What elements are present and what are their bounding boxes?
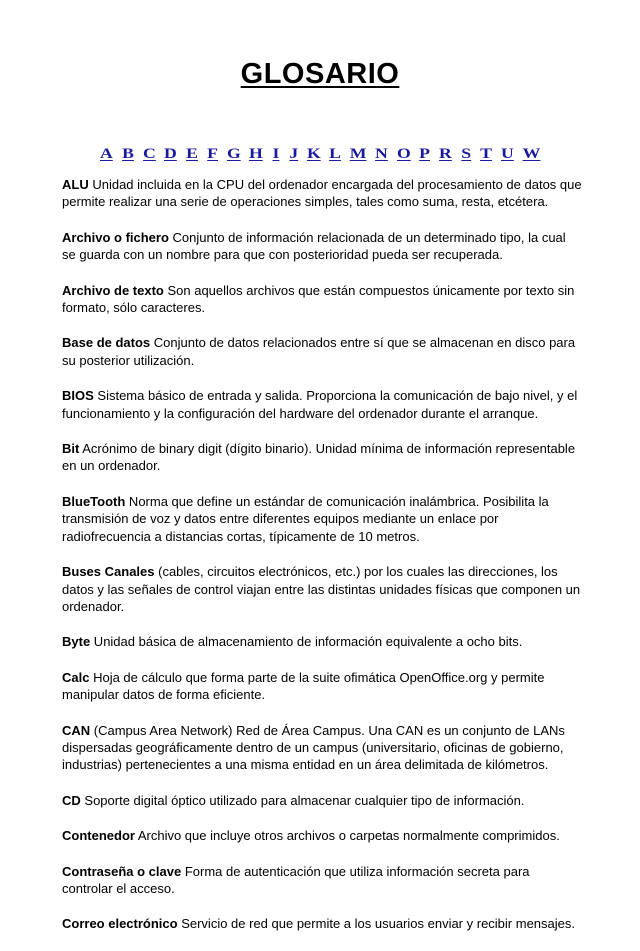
letter-link[interactable]: K (306, 146, 321, 162)
entry-definition: Son aquellos archivos que están compuestos únicamente por texto sin formato, sólo caracteres. (62, 282, 575, 316)
glossary-entry (62, 334, 582, 369)
entry-term: Contenedor (62, 828, 135, 844)
entry-term: ALU (62, 177, 89, 192)
entry-definition: (cables, circuitos electrónicos, etc.) por los cuales las direcciones, los datos y las señales de control viajan entre las distintas unidades físicas que componen un ordenador. (62, 564, 581, 614)
glossary-entry (62, 669, 582, 704)
letter-link[interactable]: E (186, 146, 198, 162)
letter-link[interactable]: T (480, 146, 493, 162)
entry-definition: Acrónimo de binary digit (dígito binario). Unidad mínima de información representable en un ordenador. (62, 441, 576, 474)
glossary-entry (62, 493, 582, 545)
letter-link[interactable]: A (100, 146, 114, 162)
page-title: GLOSARIO (240, 58, 400, 90)
letter-link[interactable]: I (272, 146, 280, 162)
glossary-entry (62, 915, 582, 932)
entry-definition: Archivo que incluye otros archivos o carpetas normalmente comprimidos. (134, 828, 560, 844)
letter-link[interactable]: B (121, 146, 134, 162)
entry-term: Buses Canales (62, 564, 155, 580)
glossary-entry (62, 176, 582, 211)
glossary-entry (62, 282, 582, 317)
entry-term: Archivo de texto (62, 282, 164, 298)
letter-link[interactable]: O (396, 146, 411, 162)
letter-link[interactable]: J (288, 146, 298, 162)
entry-definition: (Campus Area Network) Red de Área Campus. Una CAN es un conjunto de LANs dispersadas geográficamente dentro de un campus (universitario, oficinas de gobierno, industrias) pertenecientes a una misma entidad en un área delimitada de kilómetros. (62, 722, 565, 773)
glossary-entry (62, 387, 582, 422)
entry-definition: Hoja de cálculo que forma parte de la suite ofimática OpenOffice.org y permite manipular datos de forma eficiente. (62, 669, 545, 703)
entry-term: Base de datos (62, 335, 151, 351)
entry-term: BIOS (62, 388, 94, 404)
letter-link[interactable]: P (419, 146, 431, 162)
entry-definition: Conjunto de información relacionada de un determinado tipo, la cual se guarda con un nombre para que con posterioridad pueda ser recuperada. (62, 229, 566, 263)
letter-link[interactable]: C (142, 146, 156, 162)
entry-term: BlueTooth (62, 493, 126, 509)
entry-term: Bit (62, 441, 80, 457)
letter-link[interactable]: H (249, 146, 264, 162)
entry-term: CD (62, 792, 81, 808)
alphabet-index (0, 145, 640, 163)
entry-term: Archivo o fichero (62, 229, 169, 245)
glossary-list (62, 176, 582, 951)
letter-link[interactable]: L (329, 146, 342, 162)
letter-link[interactable]: W (522, 146, 541, 162)
letter-link[interactable]: G (226, 146, 241, 162)
entry-term: CAN (62, 722, 91, 738)
glossary-entry (62, 863, 582, 898)
glossary-entry (62, 563, 582, 615)
entry-term: Byte (62, 634, 91, 650)
letter-link[interactable]: D (164, 146, 178, 162)
entry-term: Calc (62, 669, 90, 685)
entry-definition: Conjunto de datos relacionados entre sí que se almacenan en disco para su posterior utilización. (62, 335, 576, 368)
entry-definition: Servicio de red que permite a los usuarios enviar y recibir mensajes. (177, 916, 575, 932)
letter-link[interactable]: U (501, 146, 514, 162)
glossary-entry (62, 229, 582, 264)
entry-definition: Norma que define un estándar de comunicación inalámbrica. Posibilita la transmisión de voz y datos entre diferentes equipos mediante un enlace por radiofrecuencia a distancias cortas, típicamente de 10 metros. (62, 493, 549, 544)
entry-term: Contraseña o clave (62, 863, 182, 879)
entry-definition: Soporte digital óptico utilizado para almacenar cualquier tipo de información. (80, 792, 525, 808)
glossary-entry (62, 827, 582, 844)
letter-link[interactable]: R (439, 146, 453, 162)
glossary-entry (62, 440, 582, 475)
letter-link[interactable]: S (461, 146, 472, 162)
glossary-entry (62, 722, 582, 774)
entry-definition: Unidad incluida en la CPU del ordenador encargada del procesamiento de datos que permite realizar una serie de operaciones simples, tales como suma, resta, etcétera. (62, 177, 582, 210)
letter-link[interactable]: M (349, 146, 367, 162)
entry-term: Correo electrónico (62, 916, 178, 932)
glossary-entry (62, 633, 582, 650)
entry-definition: Unidad básica de almacenamiento de información equivalente a ocho bits. (90, 634, 523, 650)
entry-definition: Forma de autenticación que utiliza información secreta para controlar el acceso. (62, 863, 530, 896)
letter-link[interactable]: N (375, 146, 389, 162)
letter-link[interactable]: F (207, 146, 218, 162)
entry-definition: Sistema básico de entrada y salida. Proporciona la comunicación de bajo nivel, y el funcionamiento y la configuración del hardware del ordenador durante el arranque. (62, 388, 578, 421)
glossary-entry (62, 792, 582, 809)
